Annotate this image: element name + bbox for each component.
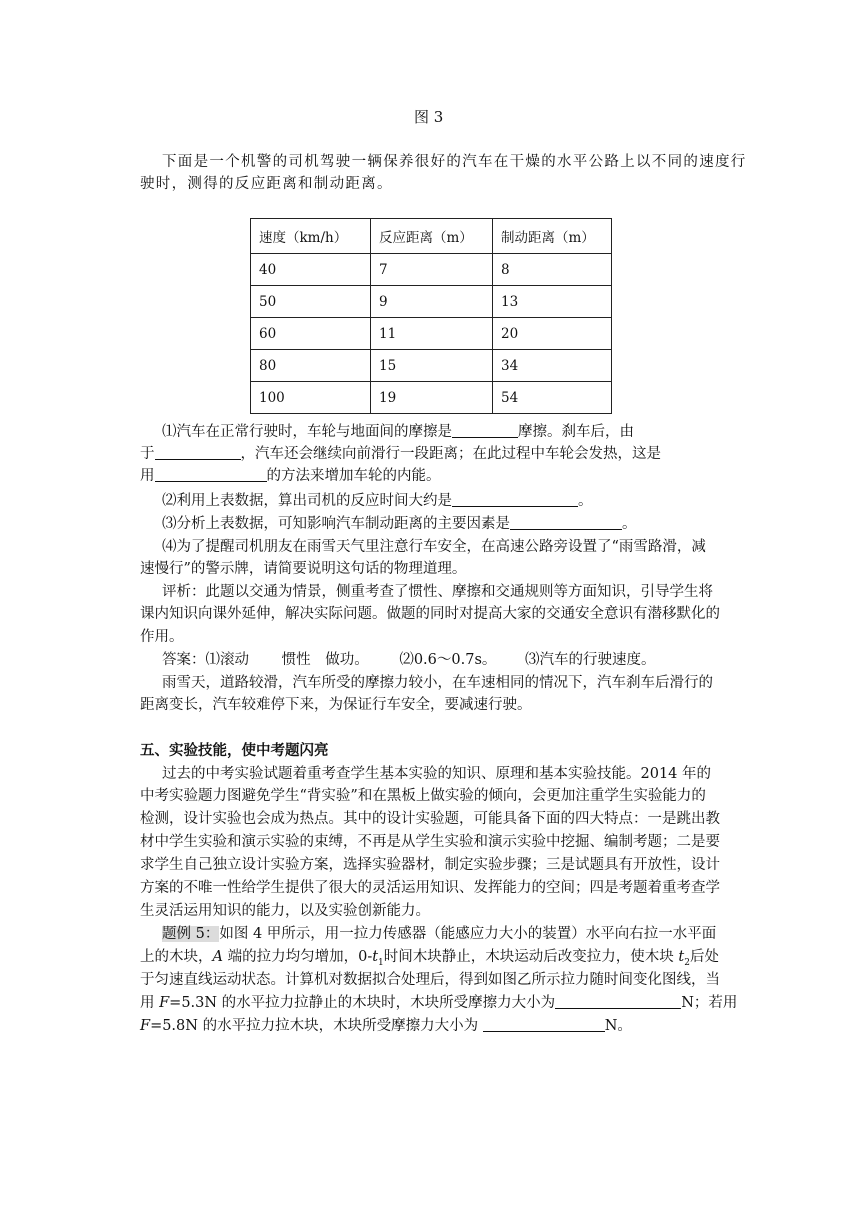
table-cell: 60 xyxy=(251,318,371,350)
comment-line-2: 课内知识向课外延伸，解决实际问题。做题的同时对提高大家的交通安全意识有潜移默化的 xyxy=(140,606,720,622)
q1-blank-reason[interactable] xyxy=(155,445,241,460)
section-title: 五、实验技能，使中考题闪亮 xyxy=(140,742,329,759)
variable-t2: t xyxy=(678,949,685,965)
subscript-2: 2 xyxy=(684,957,690,968)
q1-text-e: 用 xyxy=(140,468,155,484)
example-text: N；若用 xyxy=(681,995,738,1011)
table-cell: 7 xyxy=(371,254,493,286)
table-cell: 19 xyxy=(371,382,493,414)
q1-blank-method[interactable] xyxy=(155,467,267,482)
answer-label: 答案：⑴滚动 xyxy=(162,652,249,668)
table-row xyxy=(251,382,612,414)
answer-speed: ⑶汽车的行驶速度。 xyxy=(525,652,656,668)
variable-a: A xyxy=(212,949,223,965)
example-blank-friction-2[interactable] xyxy=(483,1017,605,1032)
table-cell: 34 xyxy=(493,350,612,382)
example-text: N。 xyxy=(604,1018,632,1034)
example-text: 用 xyxy=(140,995,160,1011)
example-line-2 xyxy=(140,947,719,973)
example-label: 题例 5： xyxy=(162,926,220,942)
table-cell: 54 xyxy=(493,382,612,414)
q1-text-c: 于 xyxy=(140,446,155,462)
table-cell: 15 xyxy=(371,350,493,382)
question-1-line-3 xyxy=(140,466,441,486)
speed-distance-table xyxy=(250,218,612,414)
q3-text-a: ⑶分析上表数据，可知影响汽车制动距离的主要因素是 xyxy=(162,516,510,532)
subscript-1: 1 xyxy=(378,957,384,968)
answer-reaction-time: ⑵0.6～0.7s。 xyxy=(399,652,497,668)
example-line-3: 于匀速直线运动状态。计算机对数据拟合处理后，得到如图乙所示拉力随时间变化图线，当 xyxy=(140,972,720,988)
section-body-line: 过去的中考实验试题着重考查学生基本实验的知识、原理和基本实验技能。2014 年的 xyxy=(162,766,712,782)
question-1-line-2 xyxy=(140,444,661,464)
example-blank-friction-1[interactable] xyxy=(555,994,681,1009)
q3-blank-main-factor[interactable] xyxy=(510,515,622,530)
q2-blank-reaction-time[interactable] xyxy=(452,492,578,507)
table-header-cell: 反应距离（m） xyxy=(371,219,493,254)
variable-t1: t xyxy=(372,949,379,965)
example-line-1 xyxy=(162,924,716,944)
q1-text-f: 的方法来增加车轮的内能。 xyxy=(266,468,441,484)
variable-f: F xyxy=(159,995,170,1011)
table-header-cell: 速度（km/h） xyxy=(251,219,371,254)
example-text: =5.8N 的水平拉力拉木块，木块所受摩擦力大小为 xyxy=(150,1018,483,1034)
q3-text-b: 。 xyxy=(622,516,637,532)
snow-line-1: 雨雪天，道路较滑，汽车所受的摩擦力较小，在车速相同的情况下，汽车刹车后滑行的 xyxy=(162,675,713,691)
q1-text-d: ，汽车还会继续向前滑行一段距离；在此过程中车轮会发热，这是 xyxy=(240,446,661,462)
table-cell: 80 xyxy=(251,350,371,382)
example-text: 后处 xyxy=(689,949,719,965)
variable-f: F xyxy=(140,1018,151,1034)
q1-blank-friction[interactable] xyxy=(452,423,518,438)
answer-line xyxy=(162,650,656,670)
example-text: 时间木块静止，木块运动后改变拉力，使木块 xyxy=(383,949,679,965)
figure-caption: 图 3 xyxy=(414,108,444,126)
intro-line-2: 驶时，测得的反应距离和制动距离。 xyxy=(140,176,393,192)
section-body-line: 中考实验题力图避免学生“背实验”和在黑板上做实验的倾向，会更加注重学生实验能力的 xyxy=(140,788,706,804)
question-3-line xyxy=(162,514,637,534)
example-text: =5.3N 的水平拉力拉静止的木块时，木块所受摩擦力大小为 xyxy=(169,995,556,1011)
example-line-5 xyxy=(140,1016,632,1036)
table-row xyxy=(251,318,612,350)
example-text: 上的木块， xyxy=(140,949,213,965)
table-cell: 9 xyxy=(371,286,493,318)
section-body-line: 方案的不唯一性给学生提供了很大的灵活运用知识、发挥能力的空间；四是考题着重考查学 xyxy=(140,880,720,896)
question-4-line-2: 速慢行”的警示牌，请简要说明这句话的物理道理。 xyxy=(140,561,467,577)
answer-work: 做功。 xyxy=(325,652,369,668)
q2-text-a: ⑵利用上表数据，算出司机的反应时间大约是 xyxy=(162,493,452,509)
example-text: 如图 4 甲所示，用一拉力传感器（能感应力大小的装置）水平向右拉一水平面 xyxy=(219,926,717,942)
snow-line-2: 距离变长，汽车较难停下来，为保证行车安全，要减速行驶。 xyxy=(140,697,532,713)
q2-text-b: 。 xyxy=(578,493,593,509)
table-cell: 40 xyxy=(251,254,371,286)
section-body-line: 材中学生实验和演示实验的束缚，不再是从学生实验和演示实验中挖掘、编制考题；二是要 xyxy=(140,834,720,850)
table-header-row xyxy=(251,219,612,254)
table-cell: 13 xyxy=(493,286,612,318)
table-cell: 20 xyxy=(493,318,612,350)
question-1-line-1 xyxy=(162,422,634,442)
q1-text-b: 摩擦。刹车后，由 xyxy=(518,424,634,440)
section-body-line: 生灵活运用知识的能力，以及实验创新能力。 xyxy=(140,903,430,919)
answer-inertia: 惯性 xyxy=(281,652,311,668)
table-cell: 8 xyxy=(493,254,612,286)
table-cell: 11 xyxy=(371,318,493,350)
table-row xyxy=(251,254,612,286)
section-body-line: 检测，设计实验也会成为热点。其中的设计实验题，可能具备下面的四大特点：一是跳出教 xyxy=(140,811,720,827)
table-row xyxy=(251,286,612,318)
comment-line-3: 作用。 xyxy=(140,629,184,645)
question-4-line-1: ⑷为了提醒司机朋友在雨雪天气里注意行车安全，在高速公路旁设置了“雨雪路滑，减 xyxy=(162,539,706,555)
table-cell: 100 xyxy=(251,382,371,414)
q1-text-a: ⑴汽车在正常行驶时，车轮与地面间的摩擦是 xyxy=(162,424,452,440)
question-2-line xyxy=(162,491,593,511)
comment-line-1: 评析：此题以交通为情景，侧重考查了惯性、摩擦和交通规则等方面知识，引导学生将 xyxy=(162,584,713,600)
example-text: 端的拉力均匀增加，0- xyxy=(222,949,373,965)
intro-line-1: 下面是一个机警的司机驾驶一辆保养很好的汽车在干燥的水平公路上以不同的速度行 xyxy=(162,154,747,170)
table-header-cell: 制动距离（m） xyxy=(493,219,612,254)
table-cell: 50 xyxy=(251,286,371,318)
example-line-4 xyxy=(140,993,737,1013)
table-row xyxy=(251,350,612,382)
section-body-line: 求学生自己独立设计实验方案，选择实验器材，制定实验步骤；三是试题具有开放性，设计 xyxy=(140,857,720,873)
